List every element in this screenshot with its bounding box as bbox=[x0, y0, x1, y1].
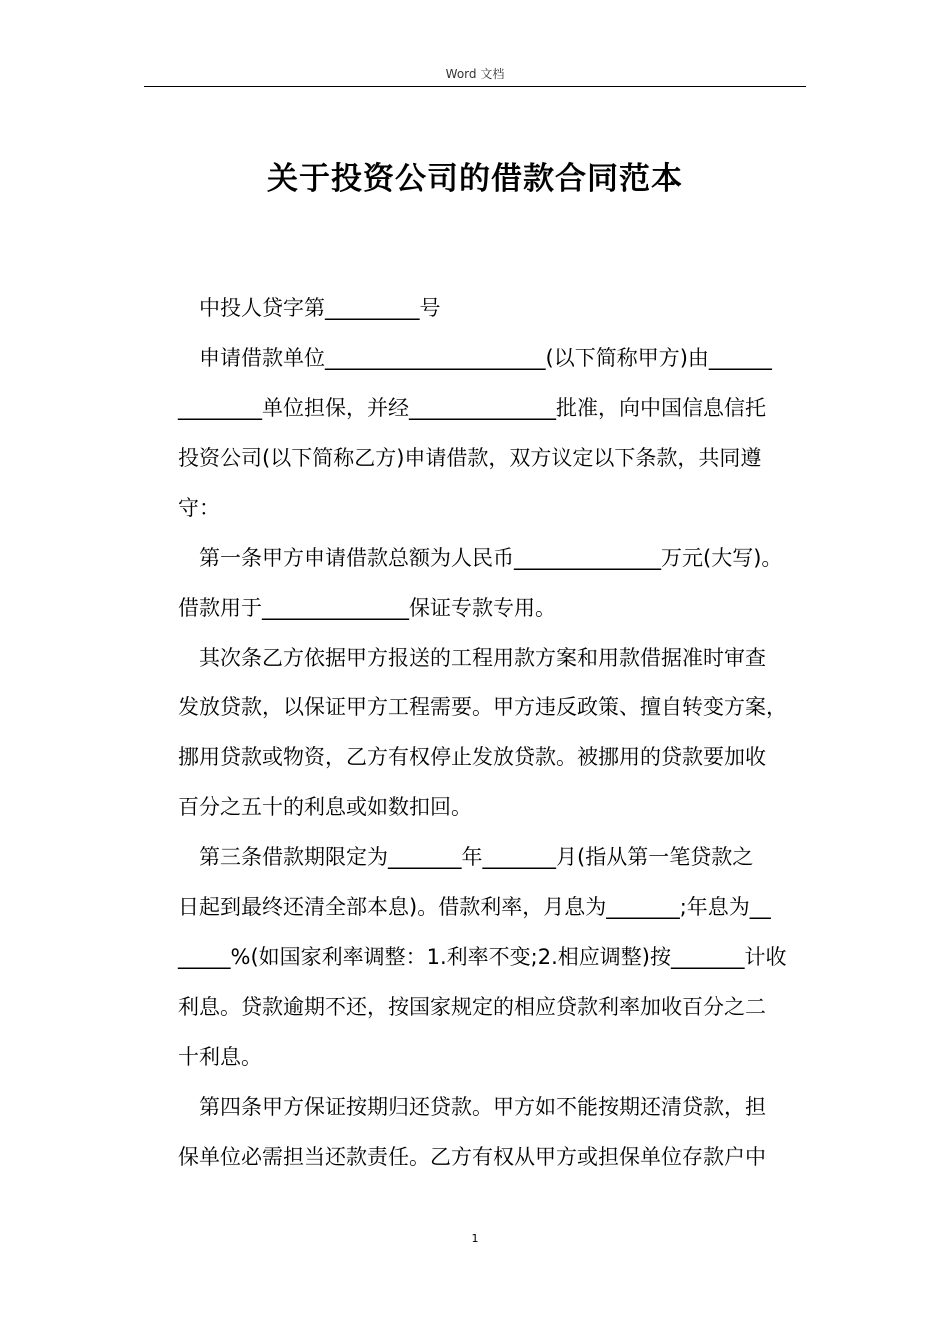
body-line: ________单位担保，并经______________批准，向中国信息信托 bbox=[178, 396, 766, 420]
body-line: 挪用贷款或物资，乙方有权停止发放贷款。被挪用的贷款要加收 bbox=[178, 745, 766, 769]
body-line: 借款用于______________保证专款专用。 bbox=[178, 596, 556, 620]
body-line: 其次条乙方依据甲方报送的工程用款方案和用款借据准时审查 bbox=[199, 646, 766, 670]
body-line: 投资公司(以下简称乙方)申请借款，双方议定以下条款，共同遵 bbox=[178, 446, 762, 470]
body-line: 守： bbox=[178, 496, 220, 520]
body-line: 第三条借款期限定为_______年_______月(指从第一笔贷款之 bbox=[199, 845, 754, 869]
document-title: 关于投资公司的借款合同范本 bbox=[267, 161, 683, 197]
page-number: 1 bbox=[471, 1232, 479, 1245]
page-header: Word 文档 bbox=[445, 67, 505, 81]
body-line: 第四条甲方保证按期归还贷款。甲方如不能按期还清贷款，担 bbox=[199, 1095, 766, 1119]
body-line: 第一条甲方申请借款总额为人民币______________万元(大写)。 bbox=[199, 546, 783, 570]
body-line: 利息。贷款逾期不还，按国家规定的相应贷款利率加收百分之二 bbox=[178, 995, 766, 1019]
body-line: _____%(如国家利率调整：1.利率不变;2.相应调整)按_______计收 bbox=[178, 945, 787, 969]
body-line: 日起到最终还清全部本息)。借款利率，月息为_______;年息为__ bbox=[178, 895, 771, 919]
body-line: 十利息。 bbox=[178, 1045, 262, 1069]
body-line: 百分之五十的利息或如数扣回。 bbox=[178, 795, 472, 819]
body-line: 中投人贷字第_________号 bbox=[199, 296, 441, 320]
body-line: 申请借款单位_____________________(以下简称甲方)由______ bbox=[199, 346, 772, 370]
body-line: 保单位必需担当还款责任。乙方有权从甲方或担保单位存款户中 bbox=[178, 1145, 766, 1169]
header-rule bbox=[144, 86, 806, 87]
body-line: 发放贷款，以保证甲方工程需要。甲方违反政策、擅自转变方案， bbox=[178, 695, 787, 719]
